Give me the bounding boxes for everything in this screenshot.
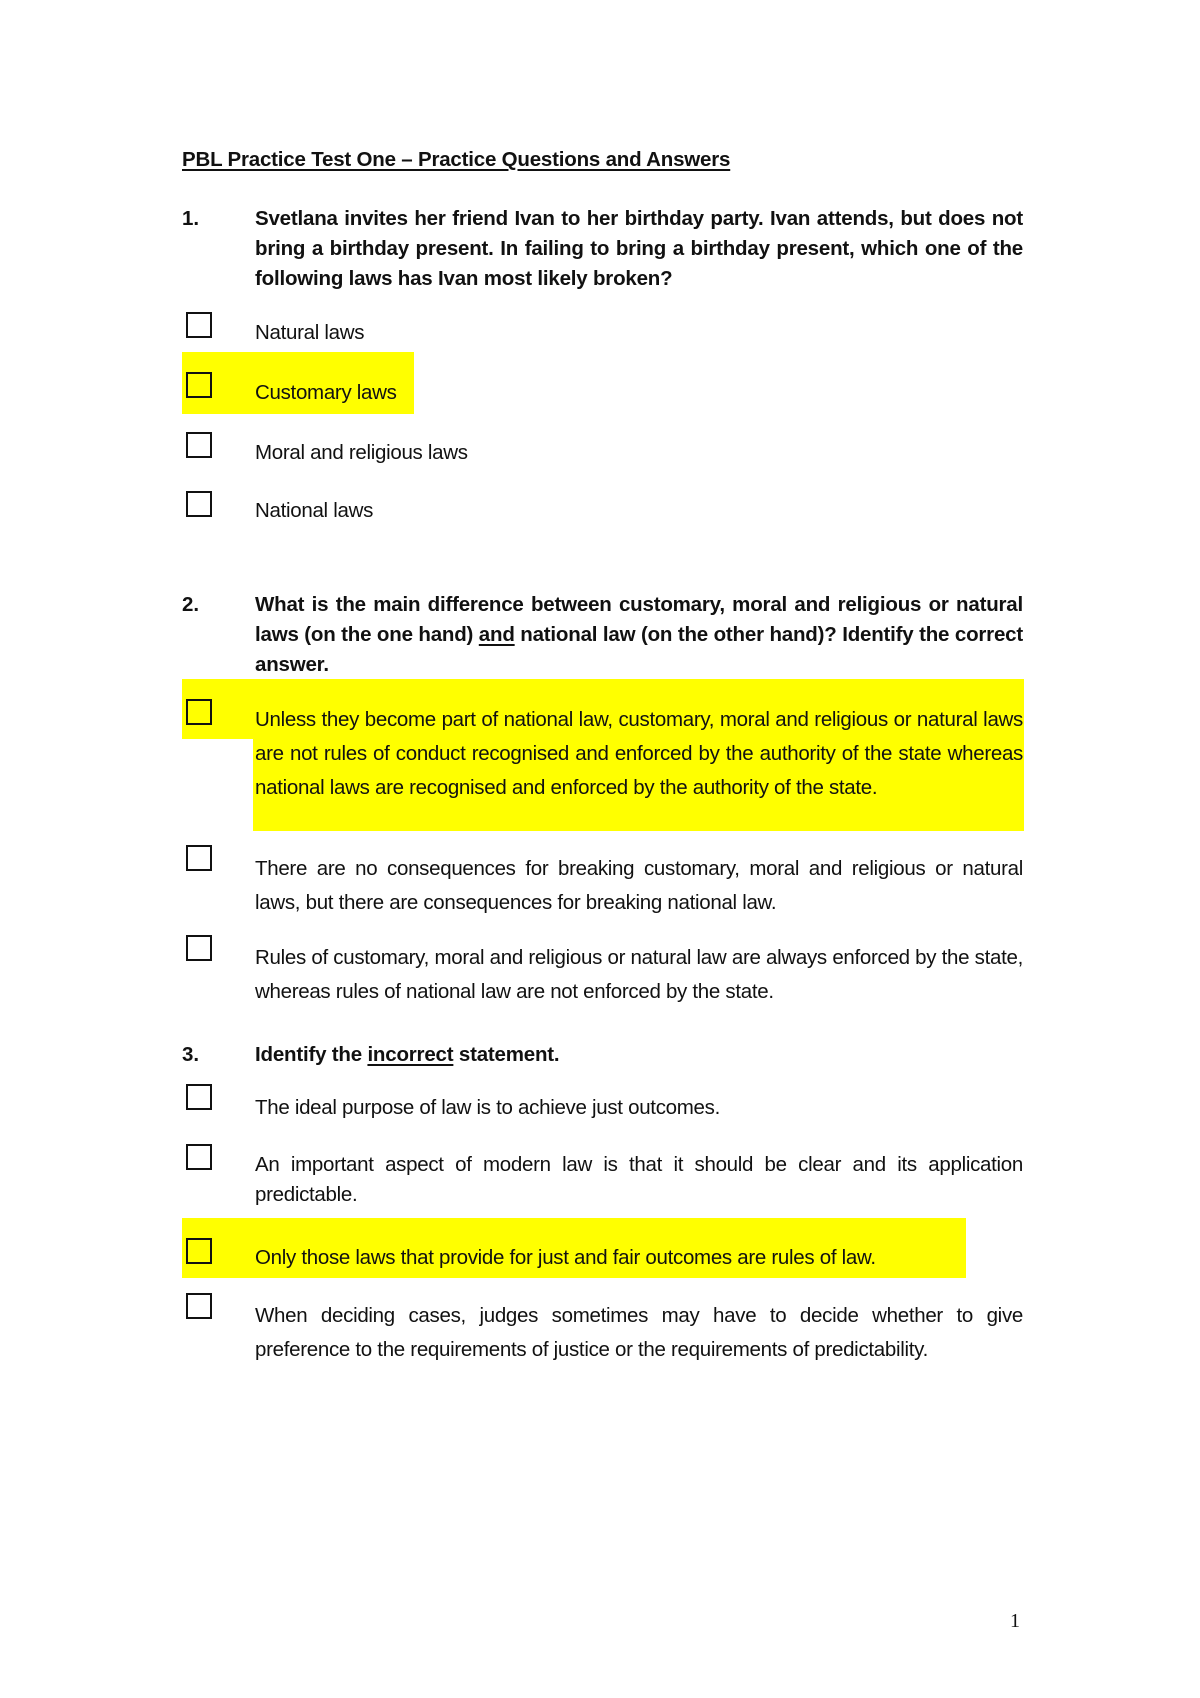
question-1-option-2-checkbox[interactable] (186, 372, 212, 398)
question-1-option-4-label: National laws (255, 499, 374, 522)
question-3-option-4-label: When deciding cases, judges sometimes may have to decide whether to give preference to the requirements of justice or the requirements of predictability. (255, 1304, 1023, 1361)
question-1-number: 1. (182, 207, 200, 230)
question-2-number: 2. (182, 593, 200, 616)
question-1-text: Svetlana invites her friend Ivan to her birthday party. Ivan attends, but does not bring a birthday present. In failing to bring a birthday present, which one of the following laws has Ivan most likely broken? (255, 207, 1023, 290)
question-1-option-2-label: Customary laws (255, 381, 397, 404)
question-3-option-2-checkbox[interactable] (186, 1144, 212, 1170)
document-title: PBL Practice Test One – Practice Questions and Answers (182, 148, 731, 171)
question-1-option-1-label: Natural laws (255, 321, 365, 344)
question-1-option-3-label: Moral and religious laws (255, 441, 468, 464)
question-3-option-3-label: Only those laws that provide for just and fair outcomes are rules of law. (255, 1246, 876, 1269)
question-3-option-4-checkbox[interactable] (186, 1293, 212, 1319)
question-2-option-2-label: There are no consequences for breaking customary, moral and religious or natural laws, but there are consequences for breaking national law. (255, 857, 1023, 914)
question-1-option-1-checkbox[interactable] (186, 312, 212, 338)
question-3-number: 3. (182, 1043, 200, 1066)
question-2-option-1-label: Unless they become part of national law, customary, moral and religious or natural laws are not rules of conduct recognised and enforced by the authority of the state whereas national laws are recognised and enforced by the authority of the state. (255, 708, 1023, 799)
question-3-option-1-label: The ideal purpose of law is to achieve just outcomes. (255, 1096, 720, 1119)
question-3-text: Identify the incorrect statement. (255, 1043, 560, 1066)
page-number: 1 (1010, 1610, 1020, 1632)
question-1-option-4-checkbox[interactable] (186, 491, 212, 517)
question-3-option-2-label: An important aspect of modern law is that it should be clear and its application predictable. (255, 1153, 1023, 1206)
question-1-option-3-checkbox[interactable] (186, 432, 212, 458)
question-2-option-1-checkbox[interactable] (186, 699, 212, 725)
question-2-option-3-label: Rules of customary, moral and religious or natural law are always enforced by the state, whereas rules of national law are not enforced by the state. (255, 946, 1023, 1003)
question-3-option-3-checkbox[interactable] (186, 1238, 212, 1264)
question-2-option-3-checkbox[interactable] (186, 935, 212, 961)
question-2-text: What is the main difference between customary, moral and religious or natural laws (on the one hand) and national law (on the other hand)? Identify the correct answer. (255, 593, 1023, 676)
question-2-option-2-checkbox[interactable] (186, 845, 212, 871)
question-3-option-1-checkbox[interactable] (186, 1084, 212, 1110)
